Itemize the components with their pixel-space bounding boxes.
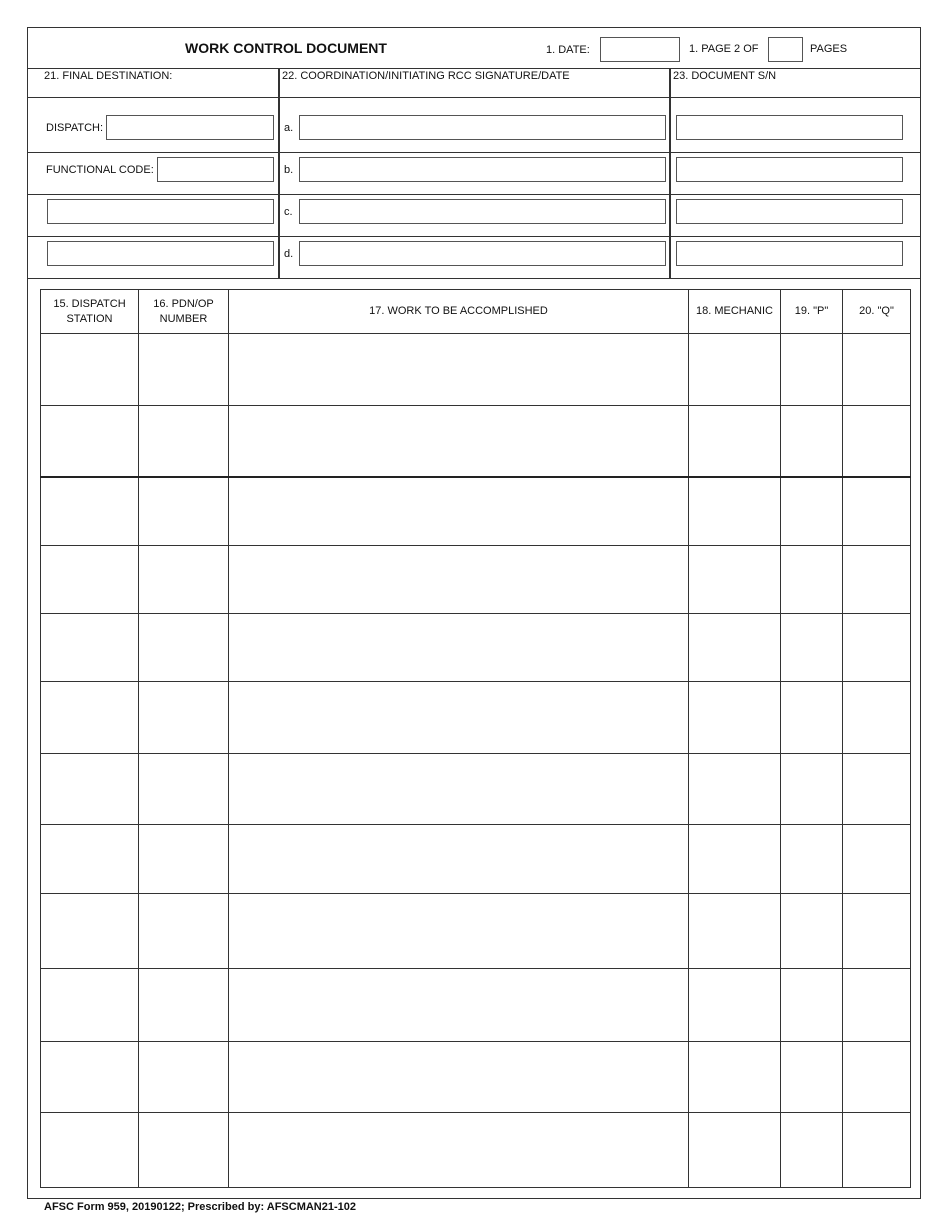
pdn-op-input[interactable]	[139, 406, 228, 476]
coordination-letter-a: a.	[284, 122, 294, 134]
pdn-op-cell	[139, 477, 229, 546]
q-cell	[843, 546, 911, 614]
table-row	[41, 682, 911, 754]
work-description-input[interactable]	[229, 614, 688, 681]
destination-extra-input-1[interactable]	[47, 199, 274, 224]
work-description-cell	[229, 1113, 689, 1188]
dispatch-station-input[interactable]	[41, 682, 138, 753]
pdn-op-cell	[139, 334, 229, 406]
work-description-cell	[229, 477, 689, 546]
document-sn-input-3[interactable]	[676, 199, 903, 224]
table-row	[41, 1113, 911, 1188]
coordination-letter-d: d.	[284, 248, 294, 260]
mechanic-input[interactable]	[689, 478, 780, 545]
table-row	[41, 477, 911, 546]
table-row	[41, 406, 911, 478]
work-table	[40, 289, 911, 1188]
pdn-op-cell	[139, 894, 229, 969]
date-label: 1. DATE:	[546, 44, 590, 56]
form-footer: AFSC Form 959, 20190122; Prescribed by: AFSCMAN21-102	[44, 1201, 356, 1213]
coordination-input-d[interactable]	[299, 241, 666, 266]
p-cell	[781, 969, 843, 1042]
mechanic-input[interactable]	[689, 614, 780, 681]
dispatch-station-input[interactable]	[41, 614, 138, 681]
header-dispatch-station-line2: STATION	[66, 312, 113, 325]
q-input[interactable]	[843, 1113, 910, 1187]
work-description-input[interactable]	[229, 1113, 688, 1187]
section-divider-left	[278, 68, 280, 278]
work-description-input[interactable]	[229, 546, 688, 613]
pdn-op-cell	[139, 754, 229, 825]
pdn-op-cell	[139, 682, 229, 754]
p-input[interactable]	[781, 478, 842, 545]
q-input[interactable]	[843, 406, 910, 476]
q-cell	[843, 894, 911, 969]
dispatch-station-cell	[41, 1042, 139, 1113]
dispatch-station-input[interactable]	[41, 406, 138, 476]
mechanic-cell	[689, 477, 781, 546]
work-description-cell	[229, 546, 689, 614]
q-input[interactable]	[843, 754, 910, 824]
mechanic-input[interactable]	[689, 754, 780, 824]
page-label: 1. PAGE 2 OF	[689, 43, 759, 55]
work-description-input[interactable]	[229, 969, 688, 1041]
table-row	[41, 894, 911, 969]
pdn-op-input[interactable]	[139, 614, 228, 681]
p-input[interactable]	[781, 969, 842, 1041]
document-sn-input-4[interactable]	[676, 241, 903, 266]
header-dispatch-station	[41, 290, 139, 334]
pdn-op-input[interactable]	[139, 969, 228, 1041]
mechanic-cell	[689, 546, 781, 614]
dispatch-station-cell	[41, 969, 139, 1042]
p-cell	[781, 614, 843, 682]
mechanic-input[interactable]	[689, 1042, 780, 1112]
q-cell	[843, 682, 911, 754]
q-input[interactable]	[843, 894, 910, 968]
dispatch-station-input[interactable]	[41, 969, 138, 1041]
destination-extra-input-2[interactable]	[47, 241, 274, 266]
q-cell	[843, 969, 911, 1042]
mechanic-cell	[689, 682, 781, 754]
dispatch-input[interactable]	[106, 115, 274, 140]
dispatch-station-input[interactable]	[41, 546, 138, 613]
work-description-input[interactable]	[229, 478, 688, 545]
q-cell	[843, 754, 911, 825]
p-cell	[781, 477, 843, 546]
header-pdn-op-line2: NUMBER	[159, 312, 208, 325]
header-pdn-op-line1: 16. PDN/OP	[153, 297, 214, 310]
p-input[interactable]	[781, 334, 842, 405]
work-description-cell	[229, 969, 689, 1042]
p-input[interactable]	[781, 894, 842, 968]
pdn-op-cell	[139, 1113, 229, 1188]
pdn-op-input[interactable]	[139, 1042, 228, 1112]
coordination-label: 22. COORDINATION/INITIATING RCC SIGNATURE/DATE	[282, 70, 570, 82]
dispatch-station-cell	[41, 406, 139, 478]
p-input[interactable]	[781, 1042, 842, 1112]
mechanic-input[interactable]	[689, 894, 780, 968]
section-divider-right	[669, 68, 671, 278]
mechanic-input[interactable]	[689, 969, 780, 1041]
q-input[interactable]	[843, 969, 910, 1041]
dispatch-station-cell	[41, 334, 139, 406]
mechanic-cell	[689, 1113, 781, 1188]
mechanic-cell	[689, 825, 781, 894]
work-description-cell	[229, 894, 689, 969]
header-pdn-op-number	[139, 290, 229, 334]
final-destination-label: 21. FINAL DESTINATION:	[44, 70, 173, 82]
coordination-letter-b: b.	[284, 164, 294, 176]
work-description-cell	[229, 334, 689, 406]
dispatch-station-input[interactable]	[41, 825, 138, 893]
form-title: WORK CONTROL DOCUMENT	[185, 40, 387, 56]
work-description-cell	[229, 614, 689, 682]
dispatch-station-input[interactable]	[41, 1113, 138, 1187]
pages-label: PAGES	[810, 43, 848, 55]
p-cell	[781, 894, 843, 969]
q-input[interactable]	[843, 546, 910, 613]
row-divider-1	[27, 97, 921, 98]
dispatch-station-cell	[41, 614, 139, 682]
work-description-cell	[229, 682, 689, 754]
p-cell	[781, 825, 843, 894]
pdn-op-cell	[139, 969, 229, 1042]
q-input[interactable]	[843, 825, 910, 893]
pdn-op-cell	[139, 406, 229, 478]
mechanic-input[interactable]	[689, 546, 780, 613]
q-cell	[843, 614, 911, 682]
mechanic-cell	[689, 334, 781, 406]
dispatch-station-input[interactable]	[41, 754, 138, 824]
p-input[interactable]	[781, 682, 842, 753]
q-input[interactable]	[843, 334, 910, 405]
document-sn-label: 23. DOCUMENT S/N	[673, 70, 777, 82]
dispatch-station-input[interactable]	[41, 1042, 138, 1112]
row-divider-5	[27, 278, 921, 279]
work-description-cell	[229, 754, 689, 825]
dispatch-station-cell	[41, 1113, 139, 1188]
header-mechanic: 18. MECHANIC	[689, 290, 781, 334]
q-cell	[843, 825, 911, 894]
mechanic-cell	[689, 614, 781, 682]
mechanic-cell	[689, 894, 781, 969]
header-q: 20. "Q"	[843, 290, 911, 334]
date-input[interactable]	[600, 37, 680, 62]
work-description-input[interactable]	[229, 754, 688, 824]
pdn-op-input[interactable]	[139, 334, 228, 405]
header-divider	[27, 68, 921, 69]
dispatch-station-cell	[41, 682, 139, 754]
p-input[interactable]	[781, 754, 842, 824]
dispatch-label: DISPATCH:	[46, 122, 104, 134]
q-input[interactable]	[843, 614, 910, 681]
p-cell	[781, 1042, 843, 1113]
pdn-op-cell	[139, 825, 229, 894]
q-cell	[843, 1113, 911, 1188]
table-row	[41, 1042, 911, 1113]
dispatch-station-input[interactable]	[41, 478, 138, 545]
p-cell	[781, 334, 843, 406]
q-input[interactable]	[843, 1042, 910, 1112]
pdn-op-cell	[139, 614, 229, 682]
mechanic-input[interactable]	[689, 825, 780, 893]
dispatch-station-cell	[41, 754, 139, 825]
dispatch-station-cell	[41, 477, 139, 546]
q-cell	[843, 334, 911, 406]
work-description-input[interactable]	[229, 406, 688, 476]
header-p: 19. "P"	[781, 290, 843, 334]
work-description-cell	[229, 1042, 689, 1113]
work-description-input[interactable]	[229, 334, 688, 405]
header-work-to-be-accomplished: 17. WORK TO BE ACCOMPLISHED	[229, 290, 689, 334]
pdn-op-input[interactable]	[139, 546, 228, 613]
pdn-op-input[interactable]	[139, 682, 228, 753]
mechanic-cell	[689, 1042, 781, 1113]
p-input[interactable]	[781, 614, 842, 681]
mechanic-cell	[689, 406, 781, 478]
work-description-cell	[229, 406, 689, 478]
p-cell	[781, 1113, 843, 1188]
p-input[interactable]	[781, 546, 842, 613]
mechanic-input[interactable]	[689, 334, 780, 405]
p-cell	[781, 682, 843, 754]
table-row	[41, 334, 911, 406]
q-cell	[843, 406, 911, 478]
pdn-op-input[interactable]	[139, 1113, 228, 1187]
row-divider-2	[27, 152, 921, 153]
q-cell	[843, 1042, 911, 1113]
work-description-input[interactable]	[229, 1042, 688, 1112]
functional-code-label: FUNCTIONAL CODE:	[46, 164, 154, 176]
mechanic-cell	[689, 754, 781, 825]
mechanic-input[interactable]	[689, 1113, 780, 1187]
dispatch-station-cell	[41, 825, 139, 894]
pdn-op-input[interactable]	[139, 478, 228, 545]
work-description-cell	[229, 825, 689, 894]
work-description-input[interactable]	[229, 825, 688, 893]
dispatch-station-input[interactable]	[41, 894, 138, 968]
header-dispatch-station-line1: 15. DISPATCH	[53, 297, 126, 310]
document-sn-input-2[interactable]	[676, 157, 903, 182]
table-row	[41, 546, 911, 614]
pdn-op-cell	[139, 546, 229, 614]
coordination-input-a[interactable]	[299, 115, 666, 140]
coordination-letter-c: c.	[284, 206, 293, 218]
work-description-input[interactable]	[229, 894, 688, 968]
pdn-op-input[interactable]	[139, 754, 228, 824]
coordination-input-c[interactable]	[299, 199, 666, 224]
table-row	[41, 614, 911, 682]
mechanic-cell	[689, 969, 781, 1042]
work-description-input[interactable]	[229, 682, 688, 753]
q-input[interactable]	[843, 478, 910, 545]
p-input[interactable]	[781, 1113, 842, 1187]
row-divider-4	[27, 236, 921, 237]
table-row	[41, 754, 911, 825]
p-cell	[781, 546, 843, 614]
mechanic-input[interactable]	[689, 682, 780, 753]
dispatch-station-cell	[41, 546, 139, 614]
table-row	[41, 969, 911, 1042]
p-input[interactable]	[781, 406, 842, 476]
coordination-input-b[interactable]	[299, 157, 666, 182]
row-divider-3	[27, 194, 921, 195]
pdn-op-input[interactable]	[139, 894, 228, 968]
work-table-body	[41, 334, 911, 1188]
pdn-op-cell	[139, 1042, 229, 1113]
table-row	[41, 825, 911, 894]
dispatch-station-input[interactable]	[41, 334, 138, 405]
p-cell	[781, 754, 843, 825]
mechanic-input[interactable]	[689, 406, 780, 476]
q-input[interactable]	[843, 682, 910, 753]
functional-code-input[interactable]	[157, 157, 274, 182]
p-input[interactable]	[781, 825, 842, 893]
dispatch-station-cell	[41, 894, 139, 969]
document-sn-input-1[interactable]	[676, 115, 903, 140]
table-header-row	[41, 290, 911, 334]
pdn-op-input[interactable]	[139, 825, 228, 893]
total-pages-input[interactable]	[768, 37, 803, 62]
p-cell	[781, 406, 843, 478]
q-cell	[843, 477, 911, 546]
